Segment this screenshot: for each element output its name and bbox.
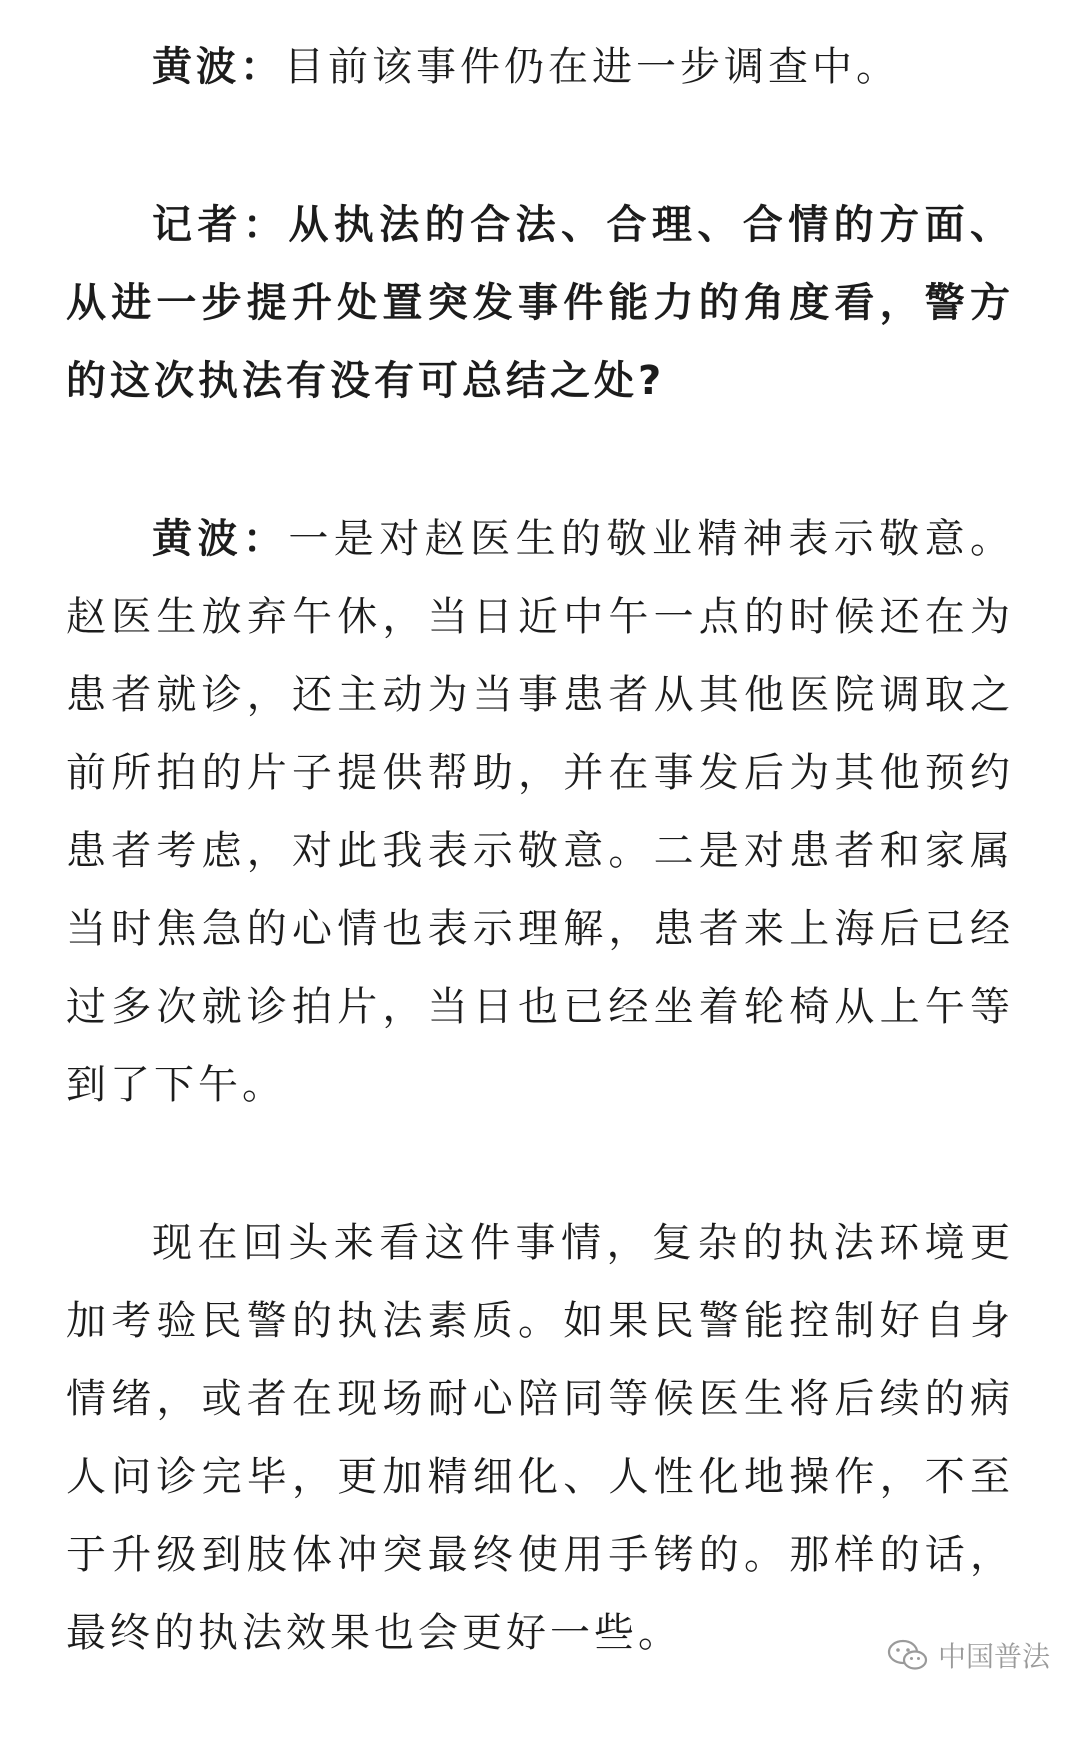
watermark-label: 中国普法 bbox=[937, 1640, 1050, 1673]
watermark bbox=[886, 1635, 1050, 1675]
speaker-label: 记者： bbox=[152, 202, 289, 248]
paragraph-answer-2 bbox=[66, 500, 1014, 1124]
paragraph-reflection bbox=[66, 1204, 1014, 1672]
wechat-icon bbox=[886, 1637, 930, 1673]
paragraph-answer-1 bbox=[66, 28, 1014, 106]
speaker-label: 黄波： bbox=[152, 44, 284, 90]
paragraph-text: 一是对赵医生的敬业精神表示敬意。赵医生放弃午休，当日近中午一点的时候还在为患者就诊，还主动为当事患者从其他医院调取之前所拍的片子提供帮助，并在事发后为其他预约患者考虑，对此我表示敬意。二是对患者和家属当时焦急的心情也表示理解，患者来上海后已经过多次就诊拍片，当日也已经坐着轮椅从上午等到了下午。 bbox=[66, 516, 1015, 1108]
article-body bbox=[66, 28, 1014, 1752]
paragraph-text: 现在回头来看这件事情，复杂的执法环境更加考验民警的执法素质。如果民警能控制好自身情绪，或者在现场耐心陪同等候医生将后续的病人问诊完毕，更加精细化、人性化地操作，不至于升级到肢体冲突最终使用手铐的。那样的话，最终的执法效果也会更好一些。 bbox=[66, 1220, 1014, 1656]
paragraph-text: 从执法的合法、合理、合情的方面、从进一步提升处置突发事件能力的角度看，警方的这次执法有没有可总结之处? bbox=[66, 202, 1015, 404]
paragraph-question bbox=[66, 186, 1014, 420]
speaker-label: 黄波： bbox=[152, 516, 289, 562]
paragraph-text: 目前该事件仍在进一步调查中。 bbox=[284, 44, 900, 90]
